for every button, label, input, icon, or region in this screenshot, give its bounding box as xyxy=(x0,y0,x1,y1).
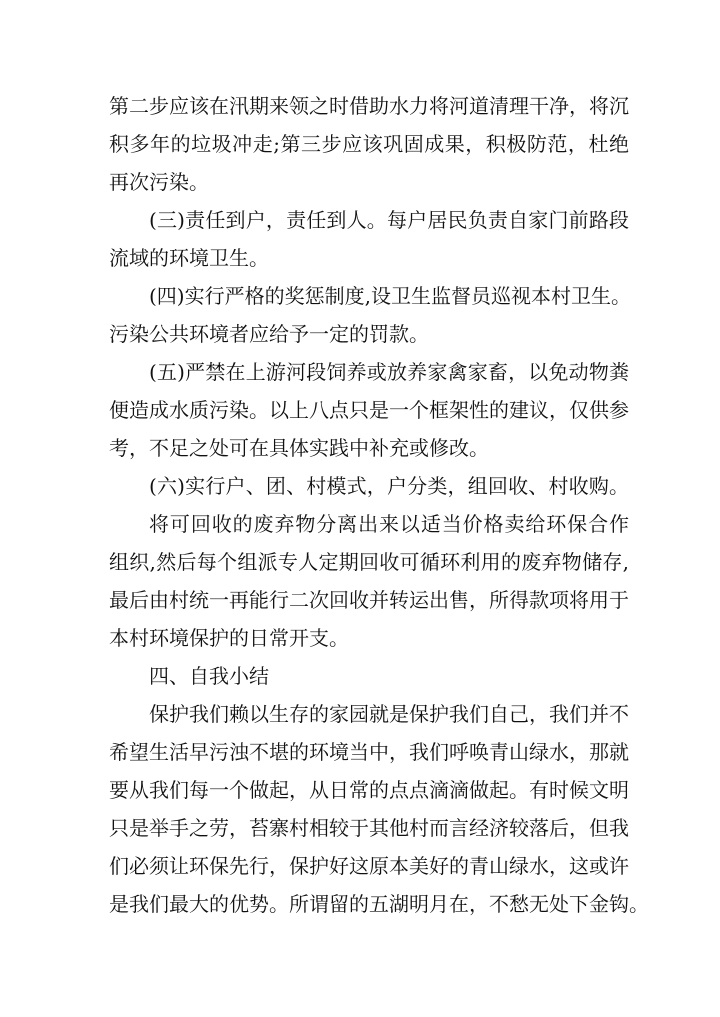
text-line: (四)实行严格的奖惩制度,设卫生监督员巡视本村卫生。 xyxy=(149,284,631,308)
text-line: 们必须让环保先行，保护好这原本美好的青山绿水，这或许 xyxy=(109,854,629,878)
section-heading: 四、自我小结 xyxy=(149,664,269,688)
text-line: 再次污染。 xyxy=(109,170,209,194)
text-line: 希望生活早污浊不堪的环境当中，我们呼唤青山绿水，那就 xyxy=(109,740,629,764)
text-line: 流域的环境卫生。 xyxy=(109,246,269,270)
text-line: (三)责任到户，责任到人。每户居民负责自家门前路段 xyxy=(149,208,629,232)
text-line: 污染公共环境者应给予一定的罚款。 xyxy=(109,322,429,346)
text-line: 积多年的垃圾冲走;第三步应该巩固成果，积极防范，杜绝 xyxy=(109,132,629,156)
text-line: 本村环境保护的日常开支。 xyxy=(109,626,349,650)
text-line: 第二步应该在汛期来领之时借助水力将河道清理干净，将沉 xyxy=(109,94,629,118)
text-line: 要从我们每一个做起，从日常的点点滴滴做起。有时候文明 xyxy=(109,778,629,802)
text-line: 最后由村统一再能行二次回收并转运出售，所得款项将用于 xyxy=(109,588,629,612)
text-line: (五)严禁在上游河段饲养或放养家禽家畜，以免动物粪 xyxy=(149,360,629,384)
text-line: (六)实行户、团、村模式，户分类，组回收、村收购。 xyxy=(149,474,629,498)
text-line: 只是举手之劳，苔寨村相较于其他村而言经济较落后，但我 xyxy=(109,816,629,840)
text-line: 保护我们赖以生存的家园就是保护我们自己，我们并不 xyxy=(149,702,629,726)
text-line: 考，不足之处可在具体实践中补充或修改。 xyxy=(109,436,489,460)
text-line: 组织,然后每个组派专人定期回收可循环利用的废弃物储存, xyxy=(109,550,629,574)
text-line: 将可回收的废弃物分离出来以适当价格卖给环保合作 xyxy=(149,512,629,536)
text-line: 便造成水质污染。以上八点只是一个框架性的建议，仅供参 xyxy=(109,398,629,422)
text-line: 是我们最大的优势。所谓留的五湖明月在，不愁无处下金钩。 xyxy=(109,892,649,916)
